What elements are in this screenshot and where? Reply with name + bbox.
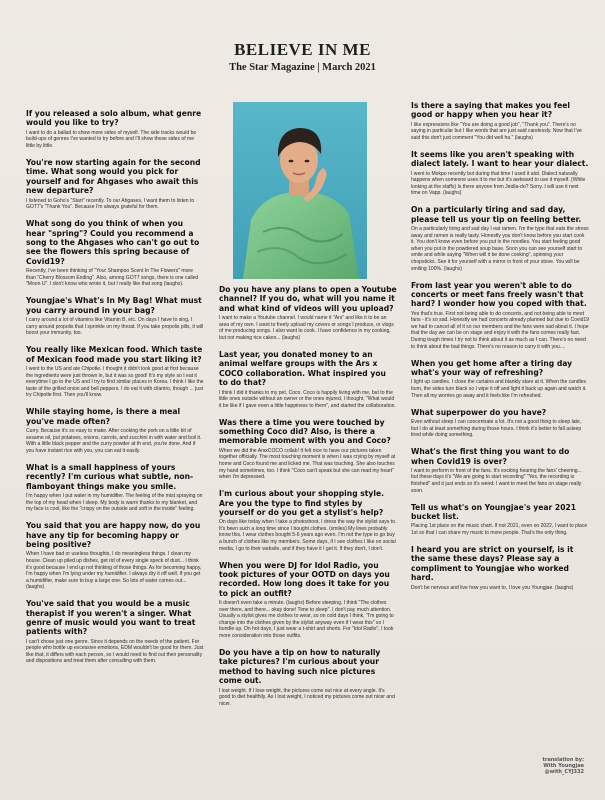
- question: Was there a time you were touched by something Coco did? Also, is there a memorable moment with you and Coco?: [219, 417, 391, 446]
- qa-block: [219, 418, 397, 481]
- qa-block: [411, 205, 589, 272]
- left-column: [26, 109, 204, 674]
- question: I heard you are strict on yourself, is it the same these days? Please say a compliment to Youngjae who worked hard.: [411, 545, 574, 583]
- qa-block: [411, 359, 589, 399]
- qa-block: [26, 219, 204, 288]
- answer: Even without sleep I can concentrate a lot. It's not a good thing to sleep late, but I do at least something during those hours. I think it's better to fall asleep tired while doing something.: [411, 418, 582, 439]
- question: When you get home after a tiring day what's your way of refreshing?: [411, 358, 573, 377]
- question: Do you have any plans to open a Youtube channel? If you do, what will you name it and what kind of videos will you upload?: [219, 285, 397, 313]
- qa-block: [411, 503, 589, 537]
- question: I'm curious about your shopping style. Are you the type to find styles by yourself or do you get a stylist's help?: [219, 489, 385, 517]
- qa-block: [219, 561, 397, 640]
- answer: I went to the US and ate Chipotle. I thought it didn't look good at first because the ingredients were just thrown in, but it was so good! It's my style so I eat it everytime I go to the US and I try to find similar places in Korea. I think I like the taste of the grilled onion and bell peppers. I do eat it with cilantro, though ... just try Chipotle first. Then you'll know.: [26, 366, 204, 399]
- credit-line-3: @with_CYJ332: [544, 769, 584, 776]
- portrait-illustration: [233, 102, 367, 279]
- question: Do you have a tip on how to naturally take pictures? I'm curious about your method to having such nice pictures come out.: [219, 647, 381, 686]
- answer: When we did the ArsxCOCO collab! It felt nice to have our pictures taken together officially. The most touching moment is when I was crying by myself at home and Coco found me and licked me. That was touching. She also touches my hand sometimes, too. I think "Coco can't speak but she can read my heart" when I'm depressed.: [219, 447, 396, 481]
- qa-block: [26, 407, 204, 454]
- qa-block: [411, 101, 589, 141]
- qa-block: [26, 296, 204, 336]
- qa-block: [26, 463, 204, 513]
- page-title: BELIEVE IN ME: [234, 40, 371, 59]
- qa-block: [26, 345, 204, 399]
- qa-block: [411, 150, 589, 197]
- answer: When I have bad or useless thoughts, I do meaningless things. I clean my house. Clean up piled up dishes, get rid of every single speck of dust... I think it's good because I end up not thinking of those things. As for becoming happy, I'm happy when I'm lying under my humidifier. I always dry it off well. If you get a humidifier, make sure to buy a large one. So lots of water comes out... (laughs): [26, 551, 202, 591]
- answer: I like expressions like "You are doing a good job", "Thank you". There's no saying in particular but I like words that are just said carelessly. Now that I've said this don't just comment "You did well ha." (laughs): [411, 121, 582, 141]
- qa-block: [219, 648, 397, 707]
- answer: I can't chose just one genre. Since it depends on the needs of the patient. For people who bottle up excessive emotions, EDM wouldn't be good for them. Just like that, it differs with each person, so I would need to find out their personality and dispositions and treat them after consulting with them.: [26, 638, 204, 665]
- qa-block: [411, 545, 589, 591]
- answer: On days like today when I take a photoshoot, I dress the way the stylist says to. It's been such a long time since I bought clothes. (smiles) My lines probably know this. I wear clothes bought 5-6 years ago even. I'm not the type to go buy a bunch of clothes like my members. Some days, if I see clothes I like on social media, I go to their website, and if they have it I get it. If they don't, I don't.: [219, 519, 397, 552]
- question: On a particularly tiring and sad day, please tell us your tip on feeling better.: [411, 205, 582, 224]
- qa-block: [411, 281, 589, 351]
- answer: I want to perform in front of the fans. It's exciting hearing the fans' cheering... but these days it's "We are going to start recording" "Yes, the recording is finished" and it just ends so it's weird. I want to meet the fans on stage really soon.: [411, 467, 582, 494]
- question: Tell us what's on Youngjae's year 2021 bucket list.: [411, 502, 577, 521]
- answer: I lost weight. If I lose weight, the pictures come out nice at every angle. It's good to diet healthily. As I lost weight, I noticed my pictures come out nicer and nicer.: [219, 687, 395, 707]
- question: You said that you are happy now, do you have any tip for becoming happy or being positive?: [26, 521, 201, 550]
- question: While staying home, is there a meal you've made often?: [26, 407, 181, 426]
- question: From last year you weren't able to do concerts or meet fans freely wasn't that hard? I wonder how you coped with that.: [411, 280, 587, 309]
- question: It seems like you aren't speaking with dialect lately. I want to hear your dialect.: [411, 149, 589, 169]
- portrait-photo: [233, 102, 367, 279]
- question: What is a small happiness of yours recently? I'm curious what subtle, non-flamboyant things make you smile.: [26, 462, 194, 491]
- question: What superpower do you have?: [411, 407, 547, 417]
- qa-block: [26, 599, 204, 665]
- question: If you released a solo album, what genre would you like to try?: [26, 109, 202, 128]
- answer: Placing 1st place on the music chart. If not 2021, even on 2022, I want to place 1st so that I can share my music to more people. That's the only thing.: [411, 523, 588, 536]
- answer: It doesn't even take a minute. (laughs) Before sleeping, I think "The clothes over there, and there... okay done! Time to sleep". I don't pay much attention. Usually a stylist gives me clothes to wear, so on cold days I think, "I'm going to change into the clothes given by the stylist anyway even if I wear this" so I bundle up. On hot days, I just wear a t-shirt and shorts. For "Idol Radio", I took more consideration into those outfits.: [219, 600, 394, 639]
- qa-block: [219, 350, 397, 409]
- question: You've said that you would be a music therapist if you weren't a singer. What genre of music would you want to treat patients with?: [26, 599, 196, 637]
- credit-line-2: With Youngjae: [543, 763, 584, 770]
- question: Is there a saying that makes you feel good or happy when you hear it?: [411, 101, 570, 120]
- page-subtitle: The Star Magazine | March 2021: [229, 62, 376, 73]
- answer: Don't be nervous and live how you want to, I love you Youngjae. (laughs): [411, 584, 574, 591]
- question: You're now starting again for the second time. What song would you pick for yourself and for Ahgases who await this new departure?: [26, 157, 201, 196]
- answer: I carry around a lot of vitamins like Vitamin B, etc. On days I have to sing, I carry around propolis that I sprinkle on my throat. If you take propolis pills, it will boost your immunity, too.: [26, 317, 204, 337]
- qa-block: [26, 521, 204, 591]
- translation-credit: [542, 757, 584, 776]
- answer: I'm happy when I put water in my humidifier. The feeling of the mist spraying on the top of my head when I sleep. My body is warm thanks to my blanket, and my face is cool, like the "crispy on the outside and soft in the inside" feeling.: [26, 493, 203, 513]
- qa-block: [26, 109, 204, 149]
- answer: I light up candles. I close the curtains and blankly stare at it. When the candles burn, the sides turn black so I wipe it off and light it back up again and watch it. Then all my worries go away and it feels like I'm refreshed.: [411, 379, 587, 399]
- qa-block: [411, 447, 589, 494]
- credit-line-1: translation by:: [542, 757, 584, 763]
- answer: Curry. Because it's so easy to make. After cooking the pork on a little bit of sesame oil, put potatoes, onions, carrots, and zucchini in with water and boil it. With a little black pepper and the curry powder at th end, you're done. And if you have instant rice with you, you can eat it easily.: [26, 428, 202, 454]
- qa-block: [219, 489, 397, 552]
- right-column: [411, 101, 589, 600]
- answer: I think I did it thanks to my pet, Coco. Coco is happily living with me, but to the little ones outside without an owner or the ones injured, I thought, "What would it be like if I gave even a little happiness to them", and started the collaboration.: [219, 389, 396, 409]
- answer: I went to Mokpo recently but during that time I used it alot. Dialect naturally happens when someone uses it to me but it's awkward to use it myself. (While looking at the staffs) Is there anyone from Jeolla-do? Sorry. I will use it next time on Vapp. (laughs): [411, 170, 586, 197]
- question: What song do you think of when you hear "spring"? Could you recommend a song to the Ahgases who can't go out to see the flowers this spring because of Covid19?: [26, 219, 200, 266]
- question: Youngjae's What's In My Bag! What must you carry around in your bag?: [26, 296, 202, 315]
- answer: Yes that's true. First not being able to do concerts, and not being able to meet fans - it's so sad. Honestly we had concerts already planned but due to Covid19 we had to cancel all of it so our members and the fans were sad about it. I hope that the day we can be on stage and enjoy it with the fans comes really fast. During tough times I try not to think about it as much as I can. There's no need to think about the bad things. There's no reason to carry it with you....: [411, 310, 589, 350]
- answer: I listened to Goho's "Start" recently. To our Ahgases, I want them to listen to GOT7's "Thank You". Because I'm always grateful for them.: [26, 197, 195, 211]
- answer: I want to do a ballad to show more sides of myself. The side tracks would be build-ups of genres I've wanted to try before and I'll show those sides of me little by little.: [26, 129, 197, 149]
- answer: I want to make a Youtube channel. I would name it "Ars" and like it to be an area of my own. I want to freely upload my covers or songs I produce, or vlogs of me producing songs. I also want to cook. I have confidence in my cooking, but not making rice cakes... (laughs): [219, 315, 394, 341]
- question: Last year, you donated money to an animal welfare groups with the Ars x COCO collaboration. What inspired you to do that?: [219, 349, 386, 388]
- question: What's the first thing you want to do when Covid19 is over?: [411, 447, 570, 466]
- qa-block: [219, 285, 397, 341]
- answer: On a particularly tiring and sad day I eat ramen. I'm the type that eats the stress away and ramen is really tasty. Honestly you don't know before you start cook it. You don't know even before you put in the noodles. You start feeling good when you put in the powdered soup base. Soon you can see yourself start to smile and while saying "When will it be done cooking", spinning your chopsticks. See it for yourself with a mirror in front of your stove. You will be smiling 100%. (laughs): [411, 226, 589, 272]
- question: You really like Mexican food. Which taste of Mexican food made you start liking it?: [26, 345, 203, 364]
- middle-column: [219, 285, 397, 716]
- qa-block: [411, 408, 589, 439]
- question: When you were DJ for Idol Radio, you took pictures of your OOTD on days you recorded. How long does it take for you to pick an outfit?: [219, 560, 390, 598]
- qa-block: [26, 158, 204, 211]
- answer: Recently, I've been thinking of "Your Shampoo Scent In The Flowers" more than "Cherry Blossom Ending". Also, among GOT7 songs, there is one called "Moon U". I don't know who wrote it, but I really like that song (laughs).: [26, 268, 199, 288]
